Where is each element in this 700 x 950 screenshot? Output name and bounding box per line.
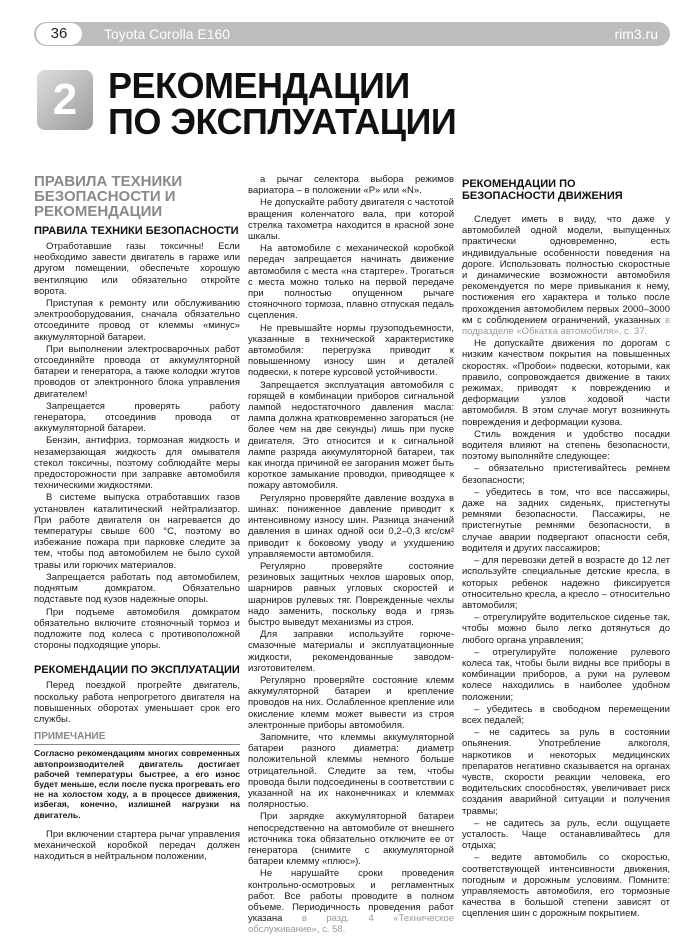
paragraph-text: Не нарушайте сроки проведения контрольно-осмотровых и регламентных работ. Все работы проводите в полном объеме. Периодичность проведения работ указана <box>248 868 454 925</box>
list-item: – ведите автомобиль со скоростью, соответствующей интенсивности движения, погодным и дорожным условиям. Помните: управляемость автомобиля, его тормозные качества в большой степени зависят от сцепления шин с дорожным покрытием. <box>462 852 670 920</box>
subsection-title-safety-rules: ПРАВИЛА ТЕХНИКИ БЕЗОПАСНОСТИ <box>34 225 239 237</box>
paragraph: При зарядке аккумуляторной батареи непосредственно на автомобиле от внешнего источника тока обязательно отключите ее от генератора (снимите с аккумуляторной батареи клемму «плюс»). <box>248 811 454 868</box>
paragraph: Перед поездкой прогрейте двигатель, поскольку работа непрогретого двигателя на повышенных оборотах уменьшает срок его службы. <box>34 680 240 725</box>
paragraph: Запрещается работать под автомобилем, поднятым домкратом. Обязательно подставьте под кузов надежные опоры. <box>34 571 240 606</box>
subsection-title-operation: РЕКОМЕНДАЦИИ ПО ЭКСПЛУАТАЦИИ <box>34 664 240 677</box>
chapter-title-line1: РЕКОМЕНДАЦИИ <box>108 65 410 106</box>
note-label: ПРИМЕЧАНИЕ <box>34 731 240 745</box>
paragraph-text: Следует иметь в виду, что даже у автомобилей одной модели, выпущенных практически одновременно, есть индивидуальные особенности поведения на дороге. Использовать полностью скоростные и динамические возможности автомобиля рекомендуется по мере привыкания к нему, постижения его характера и только после прохождения автомобилем первых 2000–3000 км с соблюдением ограничений, указанных <box>462 214 670 326</box>
paragraph: При включении стартера рычаг управления механической коробкой передач должен находиться в нейтральном положении, <box>34 828 240 863</box>
column-1 <box>34 174 240 863</box>
list-item: – обязательно пристегивайтесь ремнем безопасности; <box>462 463 670 486</box>
paragraph: Для заправки используйте горюче-смазочные материалы и эксплуатационные жидкости, рекомендованные заводом-изготовителем. <box>248 629 454 674</box>
paragraph: Регулярно проверяйте состояние клемм аккумуляторной батареи и крепление проводов на них. Ослабленное крепление или окисление клемм может вывести из строя электронные приборы автомобиля. <box>248 674 454 731</box>
paragraph: Бензин, антифриз, тормозная жидкость и незамерзающая жидкость для омывателя стекол токсичны, поэтому соблюдайте меры предосторожности при заправке автомобиля техническими жидкостями. <box>34 435 240 492</box>
paragraph: При выполнении электросварочных работ отсоединяйте провода от аккумуляторной батареи и генератора, а также колодки жгутов проводов от электронного блока управления двигателем! <box>34 343 240 400</box>
list-item: – убедитесь в том, что все пассажиры, даже на задних сиденьях, пристегнуты ремнями безопасности. Пассажиры, не пристегнутые ремнями безопасности, в случае аварии подвергают опасности себя, водителя и других пассажиров; <box>462 486 670 554</box>
paragraph <box>462 214 670 337</box>
section-title-safety: ПРАВИЛА ТЕХНИКИ БЕЗОПАСНОСТИ И РЕКОМЕНДАЦИИ <box>34 173 183 220</box>
paragraph: На автомобиле с механической коробкой передач запрещается начинать движение автомобиля с места «на стартере». Трогаться с места можно только на первой передаче при полностью опущенном рычаге стояночного тормоза, плавно отпуская педаль сцепления. <box>248 243 454 322</box>
chapter-number: 2 <box>37 70 93 130</box>
paragraph: Не превышайте нормы грузоподъемности, указанные в технической характеристике автомобиля: перегрузка приводит к повышенному износу шин и деталей подвески, к потере курсовой устойчивости. <box>248 322 454 379</box>
chapter-title-line2: ПО ЭКСПЛУАТАЦИИ <box>108 101 457 142</box>
paragraph <box>248 868 454 935</box>
page-header <box>34 22 670 46</box>
paragraph: Приступая к ремонту или обслуживанию электрооборудования, сначала обязательно отсоедините провод от клеммы «минус» аккумуляторной батареи. <box>34 298 240 343</box>
paragraph: В системе выпуска отработавших газов установлен каталитический нейтрализатор. При работе двигателя он нагревается до температуры свыше 600 °С, поэтому во избежание пожара при парковке следите за тем, чтобы под автомобилем не было сухой травы или горючих материалов. <box>34 492 240 571</box>
cross-reference-link[interactable]: в разд. 4 «Техническое обслуживание», с. 58. <box>248 913 454 936</box>
page-number: 36 <box>36 23 82 45</box>
list-item: – отрегулируйте положение рулевого колеса так, чтобы были видны все приборы в комбинации приборов, а руки на рулевом колесе находились в наиболее удобном положении; <box>462 646 670 703</box>
list-item: – отрегулируйте водительское сиденье так, чтобы можно было легко дотянуться до любого органа управления; <box>462 612 670 646</box>
cross-reference-link[interactable]: в подразделе «Обкатка автомобиля», с. 37. <box>462 314 670 338</box>
paragraph: Запрещается эксплуатация автомобиля с горящей в комбинации приборов сигнальной лампой недостаточного давления масла: лампа должна кратковременно загораться (не более чем на две секунды) лишь при пуске двигателя. Это относится и к сигнальной лампе разряда аккумуляторной батареи, так как иногда причиной ее загорания может быть короткое замыкание проводки, приводящее к пожару автомобиля. <box>248 379 454 492</box>
paragraph: При подъеме автомобиля домкратом обязательно включите стояночный тормоз и подложите под колеса с противоположной стороны подходящие упоры. <box>34 606 240 652</box>
column-3 <box>462 174 670 921</box>
paragraph: Не допускайте работу двигателя с частотой вращения коленчатого вала, при которой стрелка тахометра находится в красной зоне шкалы. <box>248 197 454 243</box>
chapter-title <box>108 65 668 142</box>
column-2 <box>248 174 454 937</box>
paragraph: Стиль вождения и удобство посадки водителя влияют на степень безопасности, поэтому выполняйте следующее: <box>462 428 670 463</box>
list-item: – для перевозки детей в возрасте до 12 лет используйте специальные детские кресла, в которых ребенок надежно фиксируется относительно кресла, а кресло – относительно автомобиля; <box>462 555 670 611</box>
site-label: rim3.ru <box>614 26 658 42</box>
paragraph: Отработавшие газы токсичны! Если необходимо завести двигатель в гараже или другом помещении, обеспечьте хорошую вентиляцию или обязательно откройте ворота. <box>34 241 240 297</box>
paragraph: Регулярно проверяйте состояние резиновых защитных чехлов шаровых опор, шарниров равных угловых скоростей и шарниров рулевых тяг. Поврежденные чехлы надо заменить, поскольку вода и грязь быстро выведут механизмы из строя. <box>248 560 454 628</box>
paragraph: Регулярно проверяйте давление воздуха в шинах: пониженное давление приводит к интенсивному износу шин. Разница значений давления в шинах одной оси 0,2–0,3 кгс/см² приводит к боковому уводу и ухудшению управляемости автомобиля. <box>248 492 454 560</box>
list-item: – не садитесь за руль, если ощущаете усталость. Чаще останавливайтесь для отдыха; <box>462 817 670 852</box>
paragraph: Не допускайте движения по дорогам с низким качеством покрытия на повышенных скоростях. «Пробои» подвески, которыми, как правило, сопровождается движение в таких режимах, приводят к повреждению и деформации узлов ходовой части автомобиля. В этом случае могут возникнуть повреждения и деформации кузова. <box>462 338 670 428</box>
paragraph: а рычаг селектора выбора режимов вариатора – в положении «P» или «N». <box>248 174 454 197</box>
paragraph: Запрещается проверять работу генератора, отсоединив провода от аккумуляторной батареи. <box>34 400 240 435</box>
note-text: Согласно рекомендациям многих современных автопроизводителей двигатель достигает рабочей температуры быстрее, а его износ будет меньше, если после пуска прогревать его не на холостом ходу, а в процессе движения, избегая, конечно, излишней нагрузки на двигатель. <box>34 748 240 820</box>
list-item: – убедитесь в свободном перемещении всех педалей; <box>462 703 670 726</box>
book-title: Toyota Corolla E160 <box>104 26 231 42</box>
list-item: – не садитесь за руль в состоянии опьянения. Употребление алкоголя, наркотиков и некоторых медицинских препаратов негативно сказывается на органах чувств, скорости реакции человека, его водительских способностях, увеличивает риск создания аварийной ситуации и получения травмы; <box>462 727 670 817</box>
section-title-driving-safety: РЕКОМЕНДАЦИИ ПО БЕЗОПАСНОСТИ ДВИЖЕНИЯ <box>462 178 623 202</box>
paragraph: Запомните, что клеммы аккумуляторной батареи разного диаметра: диаметр положительной клеммы немного больше отрицательной. Следите за тем, чтобы провода были подсоединены в соответствии с указанной на их наконечниках и клеммах полярностью. <box>248 731 454 811</box>
